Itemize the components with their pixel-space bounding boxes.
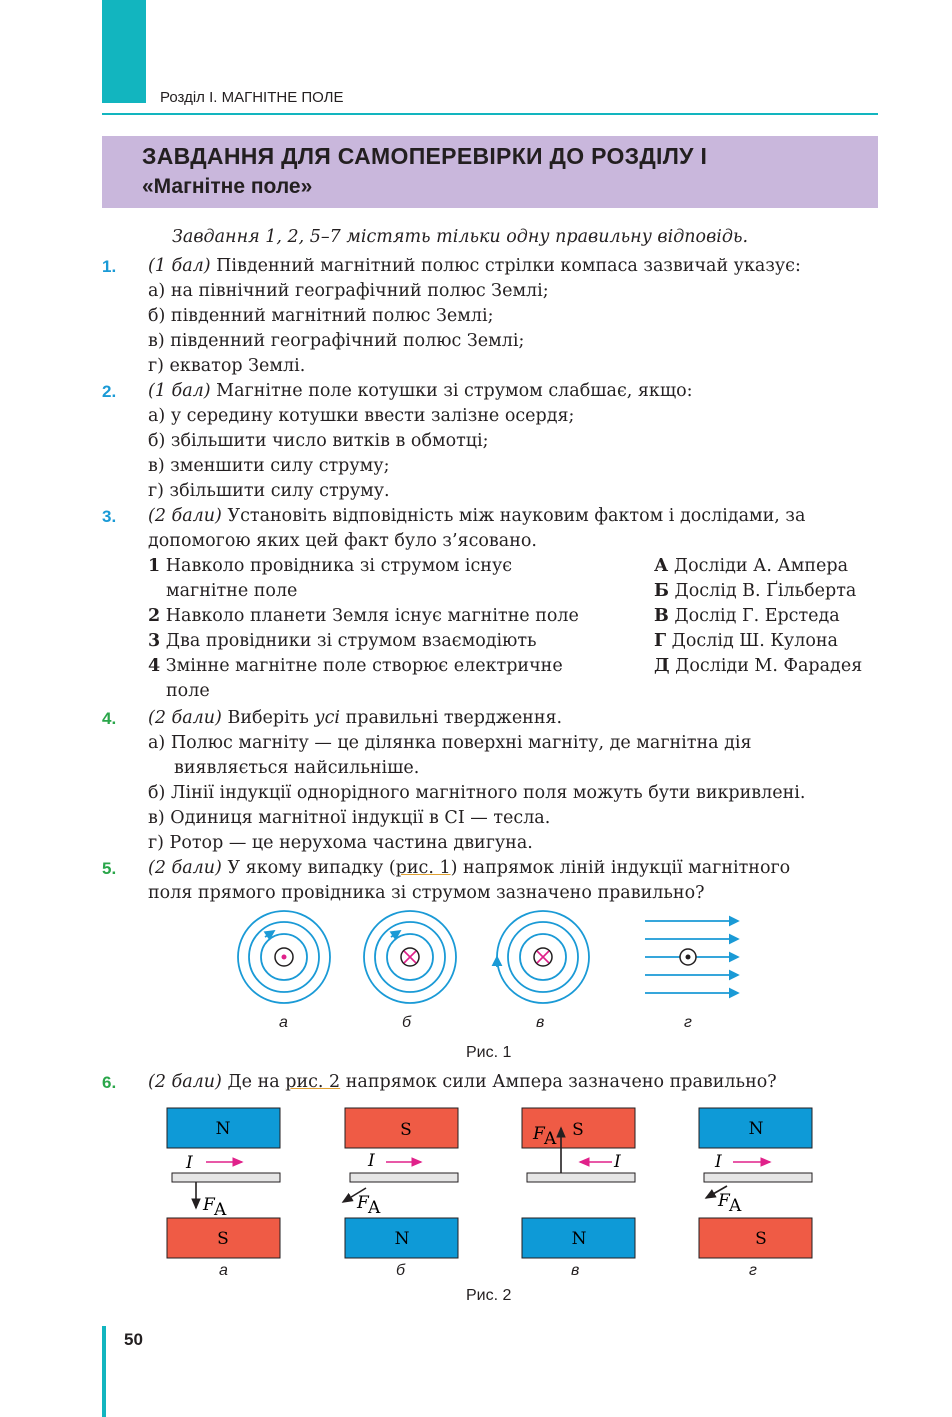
item-letter: А xyxy=(654,556,669,576)
question-text: Південний магнітний полюс стрілки компаса зазвичай указує: xyxy=(210,256,801,276)
question-number: 6. xyxy=(102,1073,117,1092)
magnet-setup-g xyxy=(699,1108,812,1258)
question-number: 3. xyxy=(102,507,117,526)
figure-label: а xyxy=(219,1262,228,1279)
question-3-text-cont: допомогою яких цей факт було з’ясовано. xyxy=(148,531,537,551)
match-right-item xyxy=(654,654,862,679)
current-label: I xyxy=(186,1153,193,1173)
current-label: I xyxy=(715,1152,722,1172)
page-number-bar xyxy=(102,1326,106,1417)
figure-label: в xyxy=(536,1014,545,1031)
force-subscript: A xyxy=(729,1196,742,1216)
force-label: F xyxy=(718,1191,730,1211)
item-text: Два провідники зі струмом взаємодіють xyxy=(165,631,537,651)
match-right-item xyxy=(654,629,838,654)
option: в) зменшити силу струму; xyxy=(148,456,390,476)
force-label: F xyxy=(357,1193,369,1213)
item-text: Змінне магнітне поле створює електричне xyxy=(165,656,563,676)
match-left-item xyxy=(148,604,579,629)
figure-reference: рис. 1 xyxy=(395,858,451,878)
points: (1 бал) xyxy=(148,381,211,401)
item-text: Досліди А. Ампера xyxy=(673,556,849,576)
pole-label: N xyxy=(215,1119,231,1139)
option: б) збільшити число витків в обмотці; xyxy=(148,431,489,451)
item-letter: В xyxy=(654,606,669,626)
match-left-item xyxy=(148,554,512,579)
question-2-text xyxy=(148,379,693,404)
question-text: Магнітне поле котушки зі струмом слабшає, якщо: xyxy=(210,381,693,401)
figure-1 xyxy=(0,905,952,1045)
force-label: F xyxy=(533,1124,545,1144)
question-1-text xyxy=(148,254,801,279)
figure-label: б xyxy=(402,1014,411,1031)
pole-label: S xyxy=(400,1120,412,1140)
item-text: Досліди М. Фарадея xyxy=(675,656,863,676)
magnet-setup-v xyxy=(522,1108,635,1258)
question-text: Установіть відповідність між науковим фактом і дослідами, за xyxy=(221,506,806,526)
item-letter: Г xyxy=(654,631,667,651)
force-subscript: A xyxy=(544,1129,557,1149)
question-number: 5. xyxy=(102,859,117,878)
pole-label: N xyxy=(394,1229,410,1249)
question-text: Виберіть xyxy=(221,708,315,728)
field-diagram-b xyxy=(364,911,456,1003)
item-number: 3 xyxy=(148,631,161,651)
option: в) Одиниця магнітної індукції в СІ — тесла. xyxy=(148,808,551,828)
figure-label: г xyxy=(684,1014,692,1031)
item-text: Дослід Ш. Кулона xyxy=(671,631,838,651)
item-letter: Б xyxy=(654,581,669,601)
header-rule xyxy=(102,113,878,115)
question-text: Де на xyxy=(221,1072,286,1092)
figure-label: в xyxy=(571,1262,580,1279)
points: (2 бали) xyxy=(148,506,222,526)
pole-label: S xyxy=(217,1229,229,1249)
current-label: I xyxy=(614,1152,621,1172)
question-number: 1. xyxy=(102,257,117,276)
figure-reference: рис. 2 xyxy=(285,1072,341,1092)
page-title: ЗАВДАННЯ ДЛЯ САМОПЕРЕВІРКИ ДО РОЗДІЛУ І xyxy=(142,143,708,169)
item-text: Дослід Г. Ерстеда xyxy=(674,606,840,626)
points: (2 бали) xyxy=(148,858,222,878)
option: б) південний магнітний полюс Землі; xyxy=(148,306,494,326)
item-letter: Д xyxy=(654,656,670,676)
option-cont: виявляється найсильніше. xyxy=(174,758,420,778)
question-number: 4. xyxy=(102,709,117,728)
question-text: правильні твердження. xyxy=(340,708,563,728)
field-diagram-g xyxy=(645,921,738,993)
option: а) у середину котушки ввести залізне осердя; xyxy=(148,406,575,426)
question-6-text xyxy=(148,1070,777,1095)
field-diagram-v xyxy=(497,911,589,1003)
option: а) Полюс магніту — це ділянка поверхні магніту, де магнітна дія xyxy=(148,733,752,753)
force-subscript: A xyxy=(368,1198,381,1218)
emphasis: усі xyxy=(314,708,341,728)
item-text: Навколо провідника зі струмом існує xyxy=(165,556,513,576)
match-right-item xyxy=(654,579,856,604)
option: а) на північний географічний полюс Землі; xyxy=(148,281,549,301)
points: (2 бали) xyxy=(148,708,222,728)
page-subtitle: «Магнітне поле» xyxy=(142,175,313,198)
page-number: 50 xyxy=(124,1330,143,1349)
field-diagram-a xyxy=(238,911,330,1003)
current-label: I xyxy=(368,1151,375,1171)
option: г) Ротор — це нерухома частина двигуна. xyxy=(148,833,533,853)
magnet-setup-b xyxy=(343,1108,458,1258)
question-number: 2. xyxy=(102,382,117,401)
question-text: ) напрямок ліній індукції магнітного xyxy=(450,858,791,878)
item-text: Дослід В. Ґільберта xyxy=(674,581,857,601)
figure-caption: Рис. 2 xyxy=(466,1287,512,1304)
match-right-item xyxy=(654,604,840,629)
force-label: F xyxy=(203,1195,215,1215)
match-right-item xyxy=(654,554,848,579)
match-left-item-cont: поле xyxy=(166,681,210,701)
match-left-item xyxy=(148,629,537,654)
figure-label: б xyxy=(396,1262,405,1279)
question-4-text xyxy=(148,706,562,731)
figure-caption: Рис. 1 xyxy=(466,1044,512,1061)
figure-label: а xyxy=(279,1014,288,1031)
pole-label: S xyxy=(755,1229,767,1249)
option: в) південний географічний полюс Землі; xyxy=(148,331,525,351)
pole-label: N xyxy=(571,1229,587,1249)
question-text: У якому випадку ( xyxy=(221,858,396,878)
points: (2 бали) xyxy=(148,1072,222,1092)
item-text: Навколо планети Земля існує магнітне поле xyxy=(165,606,579,626)
option: б) Лінії індукції однорідного магнітного поля можуть бути викривлені. xyxy=(148,783,806,803)
match-left-item-cont: магнітне поле xyxy=(166,581,298,601)
force-subscript: A xyxy=(214,1200,227,1220)
figure-2 xyxy=(0,1106,952,1266)
pole-label: N xyxy=(748,1119,764,1139)
figure-label: г xyxy=(749,1262,757,1279)
intro-text: Завдання 1, 2, 5–7 містять тільки одну правильну відповідь. xyxy=(172,227,749,247)
question-text: напрямок сили Ампера зазначено правильно? xyxy=(340,1072,777,1092)
question-5-text-cont: поля прямого провідника зі струмом зазначено правильно? xyxy=(148,883,705,903)
question-3-text xyxy=(148,504,805,529)
points: (1 бал) xyxy=(148,256,211,276)
item-number: 1 xyxy=(148,556,161,576)
option: г) збільшити силу струму. xyxy=(148,481,390,501)
item-number: 4 xyxy=(148,656,161,676)
section-header: Розділ І. МАГНІТНЕ ПОЛЕ xyxy=(160,89,344,106)
question-5-text xyxy=(148,856,790,881)
match-left-item xyxy=(148,654,563,679)
item-number: 2 xyxy=(148,606,161,626)
option: г) екватор Землі. xyxy=(148,356,306,376)
teal-tab xyxy=(102,0,146,103)
magnet-setup-a xyxy=(167,1108,280,1258)
pole-label: S xyxy=(572,1120,584,1140)
